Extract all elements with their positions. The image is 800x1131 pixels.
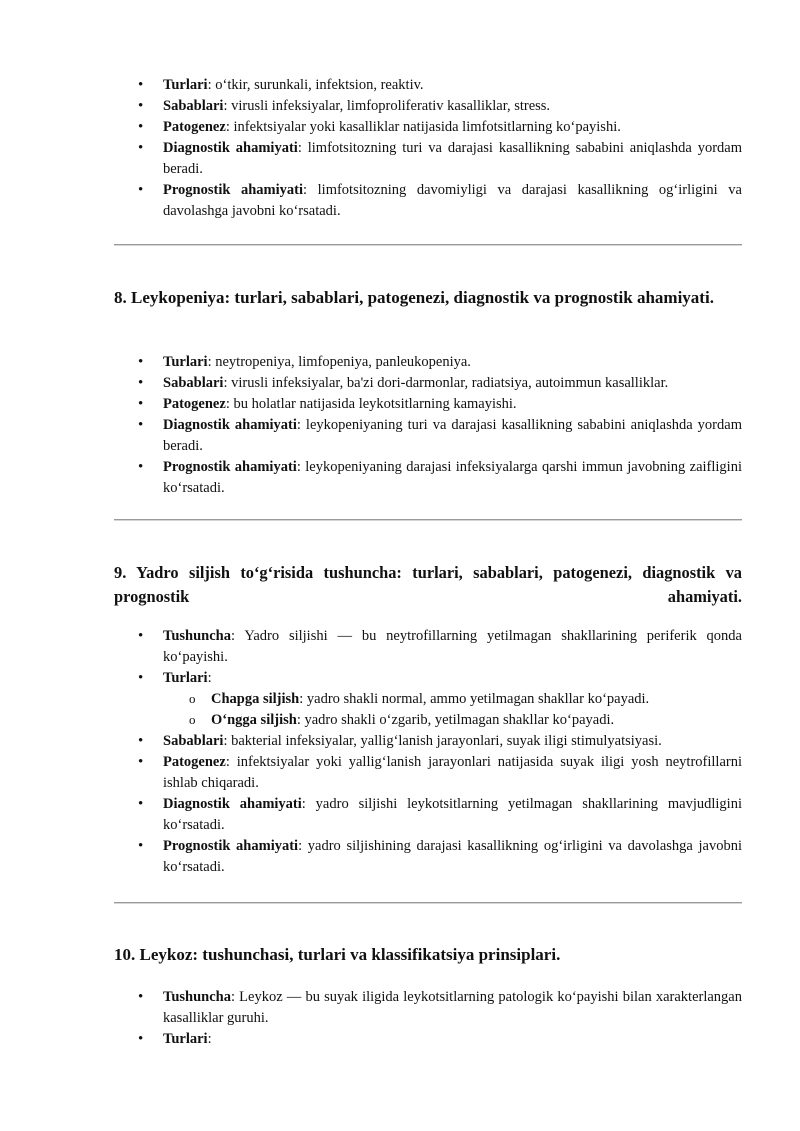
item-text: : bakterial infeksiyalar, yallig‘lanish jarayonlari, suyak iligi stimulyatsiyasi.	[223, 733, 662, 749]
item-label: Tushuncha	[163, 628, 231, 644]
item-text: : leykopeniyaning darajasi infeksiyalarga qarshi immun javobning zaifligini ko‘rsatadi.	[163, 459, 742, 496]
sub-list-item	[163, 689, 742, 710]
item-label: Turlari	[163, 1031, 208, 1047]
list-item	[0, 180, 800, 222]
item-text: : yadro shakli normal, ammo yetilmagan shakllar ko‘payadi.	[299, 691, 650, 707]
section-10-list	[0, 987, 800, 1050]
list-item	[0, 394, 800, 415]
list-item	[0, 457, 800, 499]
item-label: Diagnostik ahamiyati	[163, 140, 298, 156]
list-item	[0, 117, 800, 138]
item-label: Patogenez	[163, 754, 226, 770]
list-item	[0, 1029, 800, 1050]
item-text: : neytropeniya, limfopeniya, panleukopeniya.	[207, 354, 471, 370]
list-item	[0, 731, 800, 752]
item-text: : Yadro siljishi — bu neytrofillarning yetilmagan shakllarining periferik qonda ko‘payishi.	[163, 628, 742, 665]
item-label: Diagnostik ahamiyati	[163, 796, 302, 812]
item-text: : infektsiyalar yoki yallig‘lanish jarayonlari natijasida suyak iligi yosh neytrofillarni ishlab chiqaradi.	[163, 754, 742, 791]
sub-list	[163, 689, 742, 731]
item-text: : bu holatlar natijasida leykotsitlarning kamayishi.	[225, 396, 517, 412]
list-item	[0, 75, 800, 96]
item-text: :	[207, 670, 212, 686]
sub-list-item	[163, 710, 742, 731]
item-label: Tushuncha	[163, 989, 231, 1005]
item-label: Prognostik ahamiyati	[163, 838, 299, 854]
item-label: Prognostik ahamiyati	[163, 182, 304, 198]
item-text: : yadro shakli o‘zgarib, yetilmagan shakllar ko‘payadi.	[296, 712, 615, 728]
item-label: Sabablari	[163, 375, 224, 391]
bullet-list	[0, 987, 800, 1050]
item-text: :	[207, 1031, 212, 1047]
item-label: Diagnostik ahamiyati	[163, 417, 297, 433]
list-item	[0, 373, 800, 394]
list-item	[0, 752, 800, 794]
list-item	[0, 352, 800, 373]
item-label: Sabablari	[163, 733, 224, 749]
item-label: Chapga siljish	[211, 691, 300, 707]
list-item	[0, 668, 800, 731]
list-item	[0, 794, 800, 836]
section-divider	[114, 244, 742, 246]
item-text: : leykopeniyaning turi va darajasi kasallikning sababini aniqlashda yordam beradi.	[163, 417, 742, 454]
item-label: Patogenez	[163, 119, 226, 135]
item-label: Turlari	[163, 77, 208, 93]
section-heading-8: 8. Leykopeniya: turlari, sabablari, patogenezi, diagnostik va prognostik ahamiyati.	[114, 288, 714, 307]
section-divider	[114, 519, 742, 521]
item-text: : virusli infeksiyalar, limfoproliferativ kasalliklar, stress.	[223, 98, 551, 114]
section-heading-9: 9. Yadro siljish to‘g‘risida tushuncha: turlari, sabablari, patogenezi, diagnostik va prognostik ahamiyati.	[114, 563, 742, 606]
section-divider	[114, 902, 742, 904]
list-item	[0, 626, 800, 668]
list-item	[0, 138, 800, 180]
item-label: Sabablari	[163, 98, 224, 114]
bullet-list	[0, 75, 800, 222]
section-8-list	[0, 352, 800, 499]
lymphocytosis-block	[0, 75, 800, 222]
section-heading-10: 10. Leykoz: tushunchasi, turlari va klassifikatsiya prinsiplari.	[114, 945, 561, 964]
bullet-list	[0, 626, 800, 878]
list-item	[0, 836, 800, 878]
item-label: Turlari	[163, 670, 208, 686]
item-label: O‘ngga siljish	[211, 712, 297, 728]
item-label: Patogenez	[163, 396, 226, 412]
item-label: Turlari	[163, 354, 208, 370]
item-text: : limfotsitozning davomiyligi va darajasi kasallikning og‘irligini va davolashga javobni ko‘rsatadi.	[163, 182, 742, 219]
item-text: : virusli infeksiyalar, ba'zi dori-darmonlar, radiatsiya, autoimmun kasalliklar.	[223, 375, 669, 391]
item-text: : limfotsitozning turi va darajasi kasallikning sababini aniqlashda yordam beradi.	[163, 140, 742, 177]
list-item	[0, 96, 800, 117]
bullet-list	[0, 352, 800, 499]
item-text: : Leykoz — bu suyak iligida leykotsitlarning patologik ko‘payishi bilan xarakterlangan kasalliklar guruhi.	[163, 989, 742, 1026]
list-item	[0, 415, 800, 457]
item-text: : yadro siljishining darajasi kasallikning og‘irligini va davolashga javobni ko‘rsatadi.	[163, 838, 742, 875]
section-9-list	[0, 626, 800, 878]
item-label: Prognostik ahamiyati	[163, 459, 297, 475]
item-text: : o‘tkir, surunkali, infektsion, reaktiv.	[207, 77, 424, 93]
item-text: : infektsiyalar yoki kasalliklar natijasida limfotsitlarning ko‘payishi.	[225, 119, 621, 135]
item-text: : yadro siljishi leykotsitlarning yetilmagan shakllarining mavjudligini ko‘rsatadi.	[163, 796, 742, 833]
list-item	[0, 987, 800, 1029]
